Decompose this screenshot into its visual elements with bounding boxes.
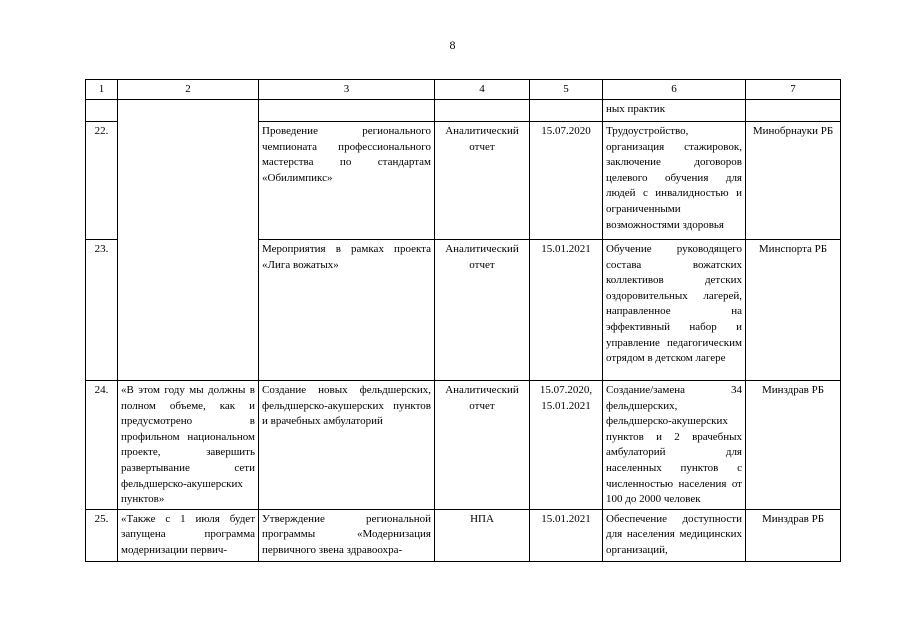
- cell-measure: [259, 100, 435, 122]
- cell-quote-merged: [118, 100, 259, 381]
- cell-document: Аналитический отчет: [435, 122, 530, 240]
- cell-responsible: Минспорта РБ: [746, 240, 841, 381]
- cell-measure: Мероприятия в рамках проекта «Лига вожатых»: [259, 240, 435, 381]
- header-cell: 5: [530, 80, 603, 100]
- cell-number: 23.: [86, 240, 118, 381]
- header-row: [86, 80, 841, 100]
- cell-responsible: Минздрав РБ: [746, 509, 841, 561]
- table-row: [86, 509, 841, 561]
- cell-number: 25.: [86, 509, 118, 561]
- table-row: [86, 100, 841, 122]
- cell-measure: Проведение регионального чемпионата профессионального мастерства по стандартам «Обилимпикс»: [259, 122, 435, 240]
- cell-measure: Утверждение региональной программы «Модернизация первичного звена здравоохра-: [259, 509, 435, 561]
- cell-responsible: Минобрнауки РБ: [746, 122, 841, 240]
- cell-document: НПА: [435, 509, 530, 561]
- cell-responsible: [746, 100, 841, 122]
- cell-document: Аналитический отчет: [435, 240, 530, 381]
- cell-result: Обеспечение доступности для населения медицинских организаций,: [603, 509, 746, 561]
- cell-result: Трудоустройство, организация стажировок, заключение договоров целевого обучения для людей с инвалидностью и ограниченными возможностями здоровья: [603, 122, 746, 240]
- cell-measure: Создание новых фельдшерских, фельдшерско-акушерских пунктов и врачебных амбулаторий: [259, 381, 435, 510]
- cell-deadline: 15.07.2020, 15.01.2021: [530, 381, 603, 510]
- page-number: 8: [449, 38, 456, 52]
- cell-number: 22.: [86, 122, 118, 240]
- cell-result: ных практик: [603, 100, 746, 122]
- cell-result: Обучение руководящего состава вожатских коллективов детских оздоровительных лагерей, направленное на эффективный набор и управление педагогическим отрядом в детском лагере: [603, 240, 746, 381]
- cell-quote: «В этом году мы должны в полном объеме, как и предусмотрено в профильном национальном проекте, завершить развертывание сети фельдшерско-акушерских пунктов»: [118, 381, 259, 510]
- cell-responsible: Минздрав РБ: [746, 381, 841, 510]
- header-cell: 3: [259, 80, 435, 100]
- header-cell: 4: [435, 80, 530, 100]
- header-cell: 6: [603, 80, 746, 100]
- cell-deadline: [530, 100, 603, 122]
- cell-document: Аналитический отчет: [435, 381, 530, 510]
- cell-deadline: 15.01.2021: [530, 509, 603, 561]
- table-row: [86, 381, 841, 510]
- cell-document: [435, 100, 530, 122]
- header-cell: 1: [86, 80, 118, 100]
- header-cell: 2: [118, 80, 259, 100]
- cell-deadline: 15.01.2021: [530, 240, 603, 381]
- measures-table: [85, 79, 841, 562]
- cell-quote: «Также с 1 июля будет запущена программа модернизации первич-: [118, 509, 259, 561]
- header-cell: 7: [746, 80, 841, 100]
- cell-number: 24.: [86, 381, 118, 510]
- cell-result: Создание/замена 34 фельдшерских, фельдшерско-акушерских пунктов и 2 врачебных амбулаторий для населенных пунктов с численностью населения от 100 до 2000 человек: [603, 381, 746, 510]
- cell-number: [86, 100, 118, 122]
- cell-deadline: 15.07.2020: [530, 122, 603, 240]
